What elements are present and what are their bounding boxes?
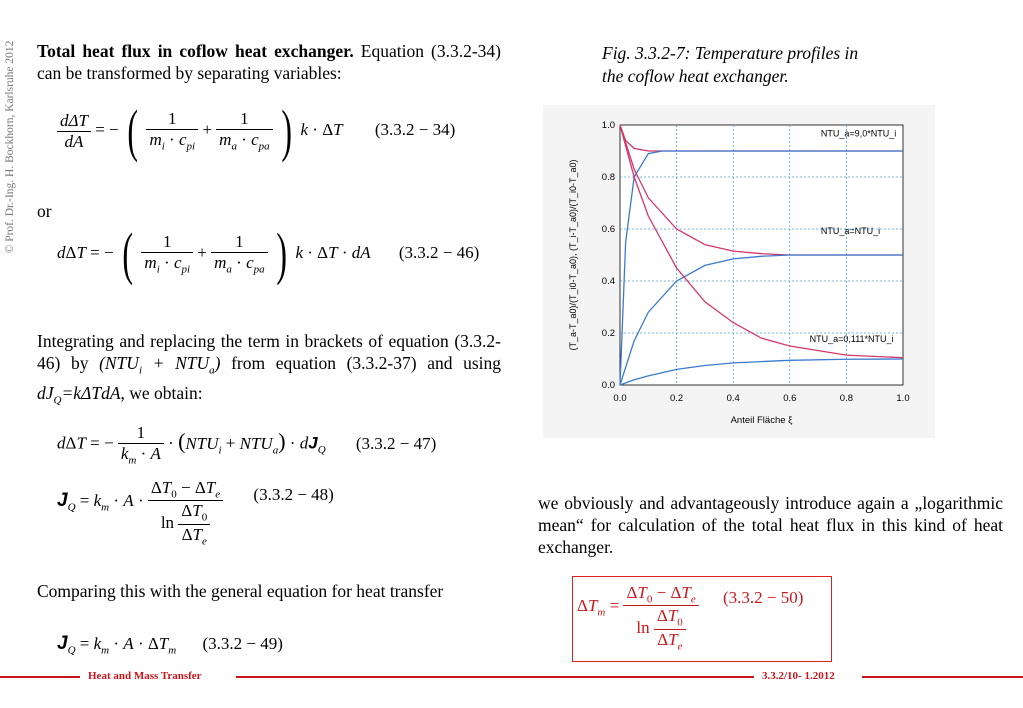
x-tick-label: 0.6 [783, 393, 797, 404]
footer-page-number: 3.3.2/10- 1.2012 [762, 670, 835, 682]
equation-47: dΔT = − $\frac{1}{k_m \cdot A}$ · $(NTU_i + NTU_a) \cdot dJ_Q$ (3.3.2 − 47) [57, 423, 437, 467]
intro-paragraph [37, 40, 501, 84]
y-tick-label: 0.0 [601, 380, 615, 391]
section-title: Total heat flux in coflow heat exchanger. [37, 41, 354, 61]
equation-49: $J_Q = k_m \cdot A \cdot \Delta T_m$ (3.3.2 − 49) [57, 633, 283, 657]
eq48-label: (3.3.2 − 48) [253, 485, 334, 505]
footer-rule-middle [236, 676, 754, 678]
eq46-label: (3.3.2 − 46) [398, 242, 480, 262]
curve-annotation: NTU_a=0,111*NTU_i [809, 334, 894, 345]
eq47-label: (3.3.2 − 47) [355, 433, 437, 453]
equation-48: $J_Q = k_m \cdot A$ · $\Delta T_0 - \Delta T_e$ ln $\frac{\Delta T_0}{\Delta T_e}$ (3.3.2 − 48) [57, 478, 334, 548]
footer-rule-right [862, 676, 1023, 678]
y-axis-label: (T_a-T_a0)/(T_i0-T_a0), (T_i-T_a0)/(T_i0-T_a0) [568, 159, 578, 351]
log-mean-paragraph: we obviously and advantageously introduce again a „logarithmic mean“ for calculation of the total heat flux in this kind of heat exchanger. [538, 493, 1003, 557]
x-tick-label: 0.4 [726, 393, 740, 404]
equation-34: $\frac{\text{dΔT}}{dA}$ = − ( $\frac{1}{m_i \cdot c_{pi}}$ + $\frac{1}{m_a \cdot c_{pa}}$ ) k · ΔT (3.3.2 − 34) [57, 102, 455, 160]
y-tick-label: 1.0 [601, 120, 615, 131]
x-tick-label: 0.0 [613, 393, 627, 404]
x-tick-label: 0.2 [669, 393, 684, 404]
or-text: or [37, 201, 52, 221]
temperature-profile-chart [543, 105, 935, 438]
eq34-label: (3.3.2 − 34) [374, 119, 456, 139]
figure-caption: Fig. 3.3.2-7: Temperature profiles in the coflow heat exchanger. [602, 43, 859, 86]
footer-rule-left [0, 676, 80, 678]
y-tick-label: 0.6 [601, 224, 615, 235]
integration-paragraph: Integrating and replacing the term in brackets of equation (3.3.2-46) by $(NTU_i + NTU_a)$ from equation (3.3.2-37) and using $dJ_Q=k\Delta TdA$, we obtain: [37, 331, 502, 406]
x-tick-label: 0.8 [839, 393, 854, 404]
copyright-vertical: © Prof. Dr.-Ing. H. Bockhorn, Karlsruhe 2012 [4, 40, 16, 254]
curve-annotation: NTU_a=9,0*NTU_i [820, 128, 897, 139]
eq49-label: (3.3.2 − 49) [202, 634, 283, 653]
y-tick-label: 0.2 [601, 328, 615, 339]
footer-course-title: Heat and Mass Transfer [88, 670, 202, 682]
equation-46: dΔT = − ( $\frac{1}{m_i \cdot c_{pi}}$ + $\frac{1}{m_a \cdot c_{pa}}$ ) k · ΔT · dA (3.3.2 − 46) [57, 221, 480, 286]
y-tick-label: 0.8 [601, 172, 615, 183]
y-tick-label: 0.4 [601, 276, 615, 287]
comparison-paragraph: Comparing this with the general equation for heat transfer [37, 581, 444, 601]
x-axis-label: Anteil Fläche ξ [730, 415, 793, 426]
eq50-label: (3.3.2 − 50) [723, 588, 804, 608]
equation-50-box: $\Delta T_m$ = $\Delta T_0 - \Delta T_e$ ln $\frac{\Delta T_0}{\Delta T_e}$ (3.3.2 − 50) [572, 576, 832, 662]
intro-text: Equation (3.3.2-34) can be transformed by separating variables: [37, 41, 501, 83]
curve-annotation: NTU_a=NTU_i [820, 226, 881, 237]
x-tick-label: 1.0 [896, 393, 910, 404]
